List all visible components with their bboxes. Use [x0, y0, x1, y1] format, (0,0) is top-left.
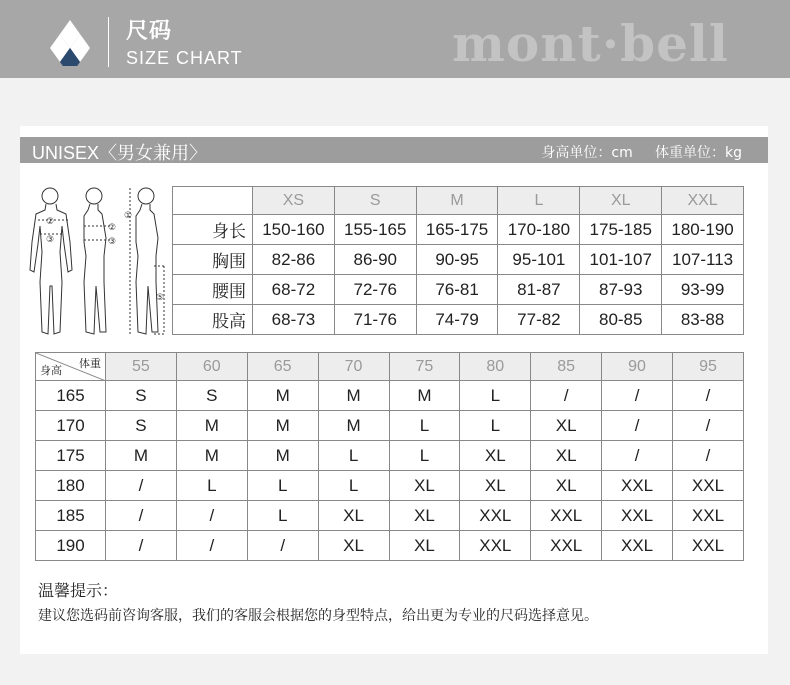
marker-2-side: ②: [108, 223, 117, 233]
weight-col-header: 90: [602, 353, 673, 381]
table-cell: /: [673, 381, 744, 411]
table-cell: M: [389, 381, 460, 411]
size-col-header: XL: [580, 187, 662, 215]
row-label: 腰围: [173, 275, 253, 305]
weight-col-header: 95: [673, 353, 744, 381]
table-cell: XL: [389, 471, 460, 501]
table-cell: XXL: [673, 471, 744, 501]
height-row-label: 180: [36, 471, 106, 501]
table-cell: 81-87: [498, 275, 580, 305]
marker-3-side: ③: [108, 237, 117, 247]
table-cell: 72-76: [334, 275, 416, 305]
table-cell: L: [389, 441, 460, 471]
table-cell: 90-95: [416, 245, 498, 275]
page-title: 尺码: [126, 19, 173, 44]
table-cell: 68-73: [253, 305, 335, 335]
table-cell: L: [176, 471, 247, 501]
weight-col-header: 60: [176, 353, 247, 381]
header-bar: [0, 0, 790, 78]
table-cell: L: [460, 381, 531, 411]
table-cell: XL: [389, 531, 460, 561]
table-cell: XL: [460, 441, 531, 471]
header-divider: [108, 17, 109, 67]
table-cell: L: [318, 471, 389, 501]
size-col-header: XS: [253, 187, 335, 215]
table-cell: M: [176, 441, 247, 471]
table-cell: XXL: [602, 471, 673, 501]
table-cell: /: [602, 411, 673, 441]
table-cell: L: [318, 441, 389, 471]
corner-height-label: 身高: [40, 365, 62, 377]
table-cell: M: [247, 441, 318, 471]
table-cell: M: [318, 381, 389, 411]
row-label: 胸围: [173, 245, 253, 275]
height-row-label: 185: [36, 501, 106, 531]
table-cell: /: [176, 531, 247, 561]
table-cell: /: [106, 531, 177, 561]
marker-2-front: ②: [46, 217, 55, 227]
diagonal-corner-cell: [36, 353, 106, 381]
table-cell: 71-76: [334, 305, 416, 335]
table-cell: XXL: [602, 531, 673, 561]
table-cell: /: [247, 531, 318, 561]
table-cell: 101-107: [580, 245, 662, 275]
table-cell: 76-81: [416, 275, 498, 305]
table-cell: L: [247, 501, 318, 531]
size-col-header: S: [334, 187, 416, 215]
table-cell: XL: [318, 501, 389, 531]
weight-col-header: 75: [389, 353, 460, 381]
table-cell: M: [176, 411, 247, 441]
height-row-label: 190: [36, 531, 106, 561]
table-cell: S: [106, 411, 177, 441]
table-cell: XXL: [531, 531, 602, 561]
table-cell: 93-99: [662, 275, 744, 305]
table-cell: /: [602, 441, 673, 471]
size-col-header: M: [416, 187, 498, 215]
table-cell: L: [247, 471, 318, 501]
weight-col-header: 85: [531, 353, 602, 381]
row-label: 身长: [173, 215, 253, 245]
table-cell: 107-113: [662, 245, 744, 275]
table-cell: /: [106, 501, 177, 531]
table-cell: 83-88: [662, 305, 744, 335]
table-cell: 95-101: [498, 245, 580, 275]
table-cell: XL: [460, 471, 531, 501]
height-row-label: 165: [36, 381, 106, 411]
marker-1: ①: [124, 211, 133, 221]
table-cell: /: [602, 381, 673, 411]
table-cell: L: [460, 411, 531, 441]
table-cell: XL: [389, 501, 460, 531]
fit-table-body: [36, 381, 744, 561]
weight-col-header: 55: [106, 353, 177, 381]
table-cell: XL: [531, 471, 602, 501]
table-cell: M: [247, 411, 318, 441]
brand-logo-icon: [50, 18, 90, 66]
size-col-header: L: [498, 187, 580, 215]
table-row: [36, 501, 744, 531]
table-cell: /: [673, 441, 744, 471]
marker-5: ⑤: [156, 293, 165, 303]
marker-3-front: ③: [46, 235, 55, 245]
table-row: [173, 245, 744, 275]
height-row-label: 175: [36, 441, 106, 471]
table-cell: XXL: [460, 501, 531, 531]
table-cell: 77-82: [498, 305, 580, 335]
row-label: 股高: [173, 305, 253, 335]
weight-col-header: 70: [318, 353, 389, 381]
table-cell: 74-79: [416, 305, 498, 335]
table-cell: XXL: [673, 531, 744, 561]
table-row: [173, 275, 744, 305]
table-cell: /: [531, 381, 602, 411]
table-cell: M: [247, 381, 318, 411]
size-col-header: XXL: [662, 187, 744, 215]
table-cell: 170-180: [498, 215, 580, 245]
band-title: UNISEX〈男女兼用〉: [32, 143, 208, 163]
tips-title: 温馨提示：: [38, 581, 119, 600]
table-cell: XXL: [602, 501, 673, 531]
body-measurement-figure: [28, 182, 170, 342]
tips-text: 建议您选码前咨询客服，我们的客服会根据您的身型特点，给出更为专业的尺码选择意见。: [38, 608, 598, 624]
table-cell: XL: [318, 531, 389, 561]
table-cell: XL: [531, 441, 602, 471]
table-cell: /: [106, 471, 177, 501]
size-measurement-table: [172, 186, 744, 335]
table-row: [173, 305, 744, 335]
table-cell: XXL: [673, 501, 744, 531]
table-row: [36, 531, 744, 561]
table-cell: /: [673, 411, 744, 441]
height-weight-fit-table: [35, 352, 744, 561]
table-cell: 80-85: [580, 305, 662, 335]
weight-col-header: 65: [247, 353, 318, 381]
corner-weight-label: 体重: [79, 358, 101, 370]
weight-header-row: [36, 353, 744, 381]
table-cell: 82-86: [253, 245, 335, 275]
unisex-band: [20, 137, 768, 163]
table-cell: S: [106, 381, 177, 411]
table-cell: L: [389, 411, 460, 441]
table-row: [36, 471, 744, 501]
size-header-row: [173, 187, 744, 215]
table-cell: XL: [531, 411, 602, 441]
table-cell: S: [176, 381, 247, 411]
table-cell: 150-160: [253, 215, 335, 245]
table-cell: 175-185: [580, 215, 662, 245]
table-cell: M: [106, 441, 177, 471]
table-row: [173, 215, 744, 245]
page-subtitle: SIZE CHART: [126, 48, 243, 68]
height-row-label: 170: [36, 411, 106, 441]
table-cell: 155-165: [334, 215, 416, 245]
table-row: [36, 381, 744, 411]
table-cell: /: [176, 501, 247, 531]
unit-note: 身高单位：cm 体重单位：kg: [541, 145, 742, 161]
table-cell: 68-72: [253, 275, 335, 305]
table-row: [36, 411, 744, 441]
weight-col-header: 80: [460, 353, 531, 381]
table-cell: 180-190: [662, 215, 744, 245]
table-cell: 87-93: [580, 275, 662, 305]
table-cell: XXL: [460, 531, 531, 561]
table-cell: M: [318, 411, 389, 441]
table-cell: XXL: [531, 501, 602, 531]
table-cell: 86-90: [334, 245, 416, 275]
table-row: [36, 441, 744, 471]
size-corner-cell: [173, 187, 253, 215]
brand-wordmark: mont·bell: [452, 14, 729, 73]
table-cell: 165-175: [416, 215, 498, 245]
